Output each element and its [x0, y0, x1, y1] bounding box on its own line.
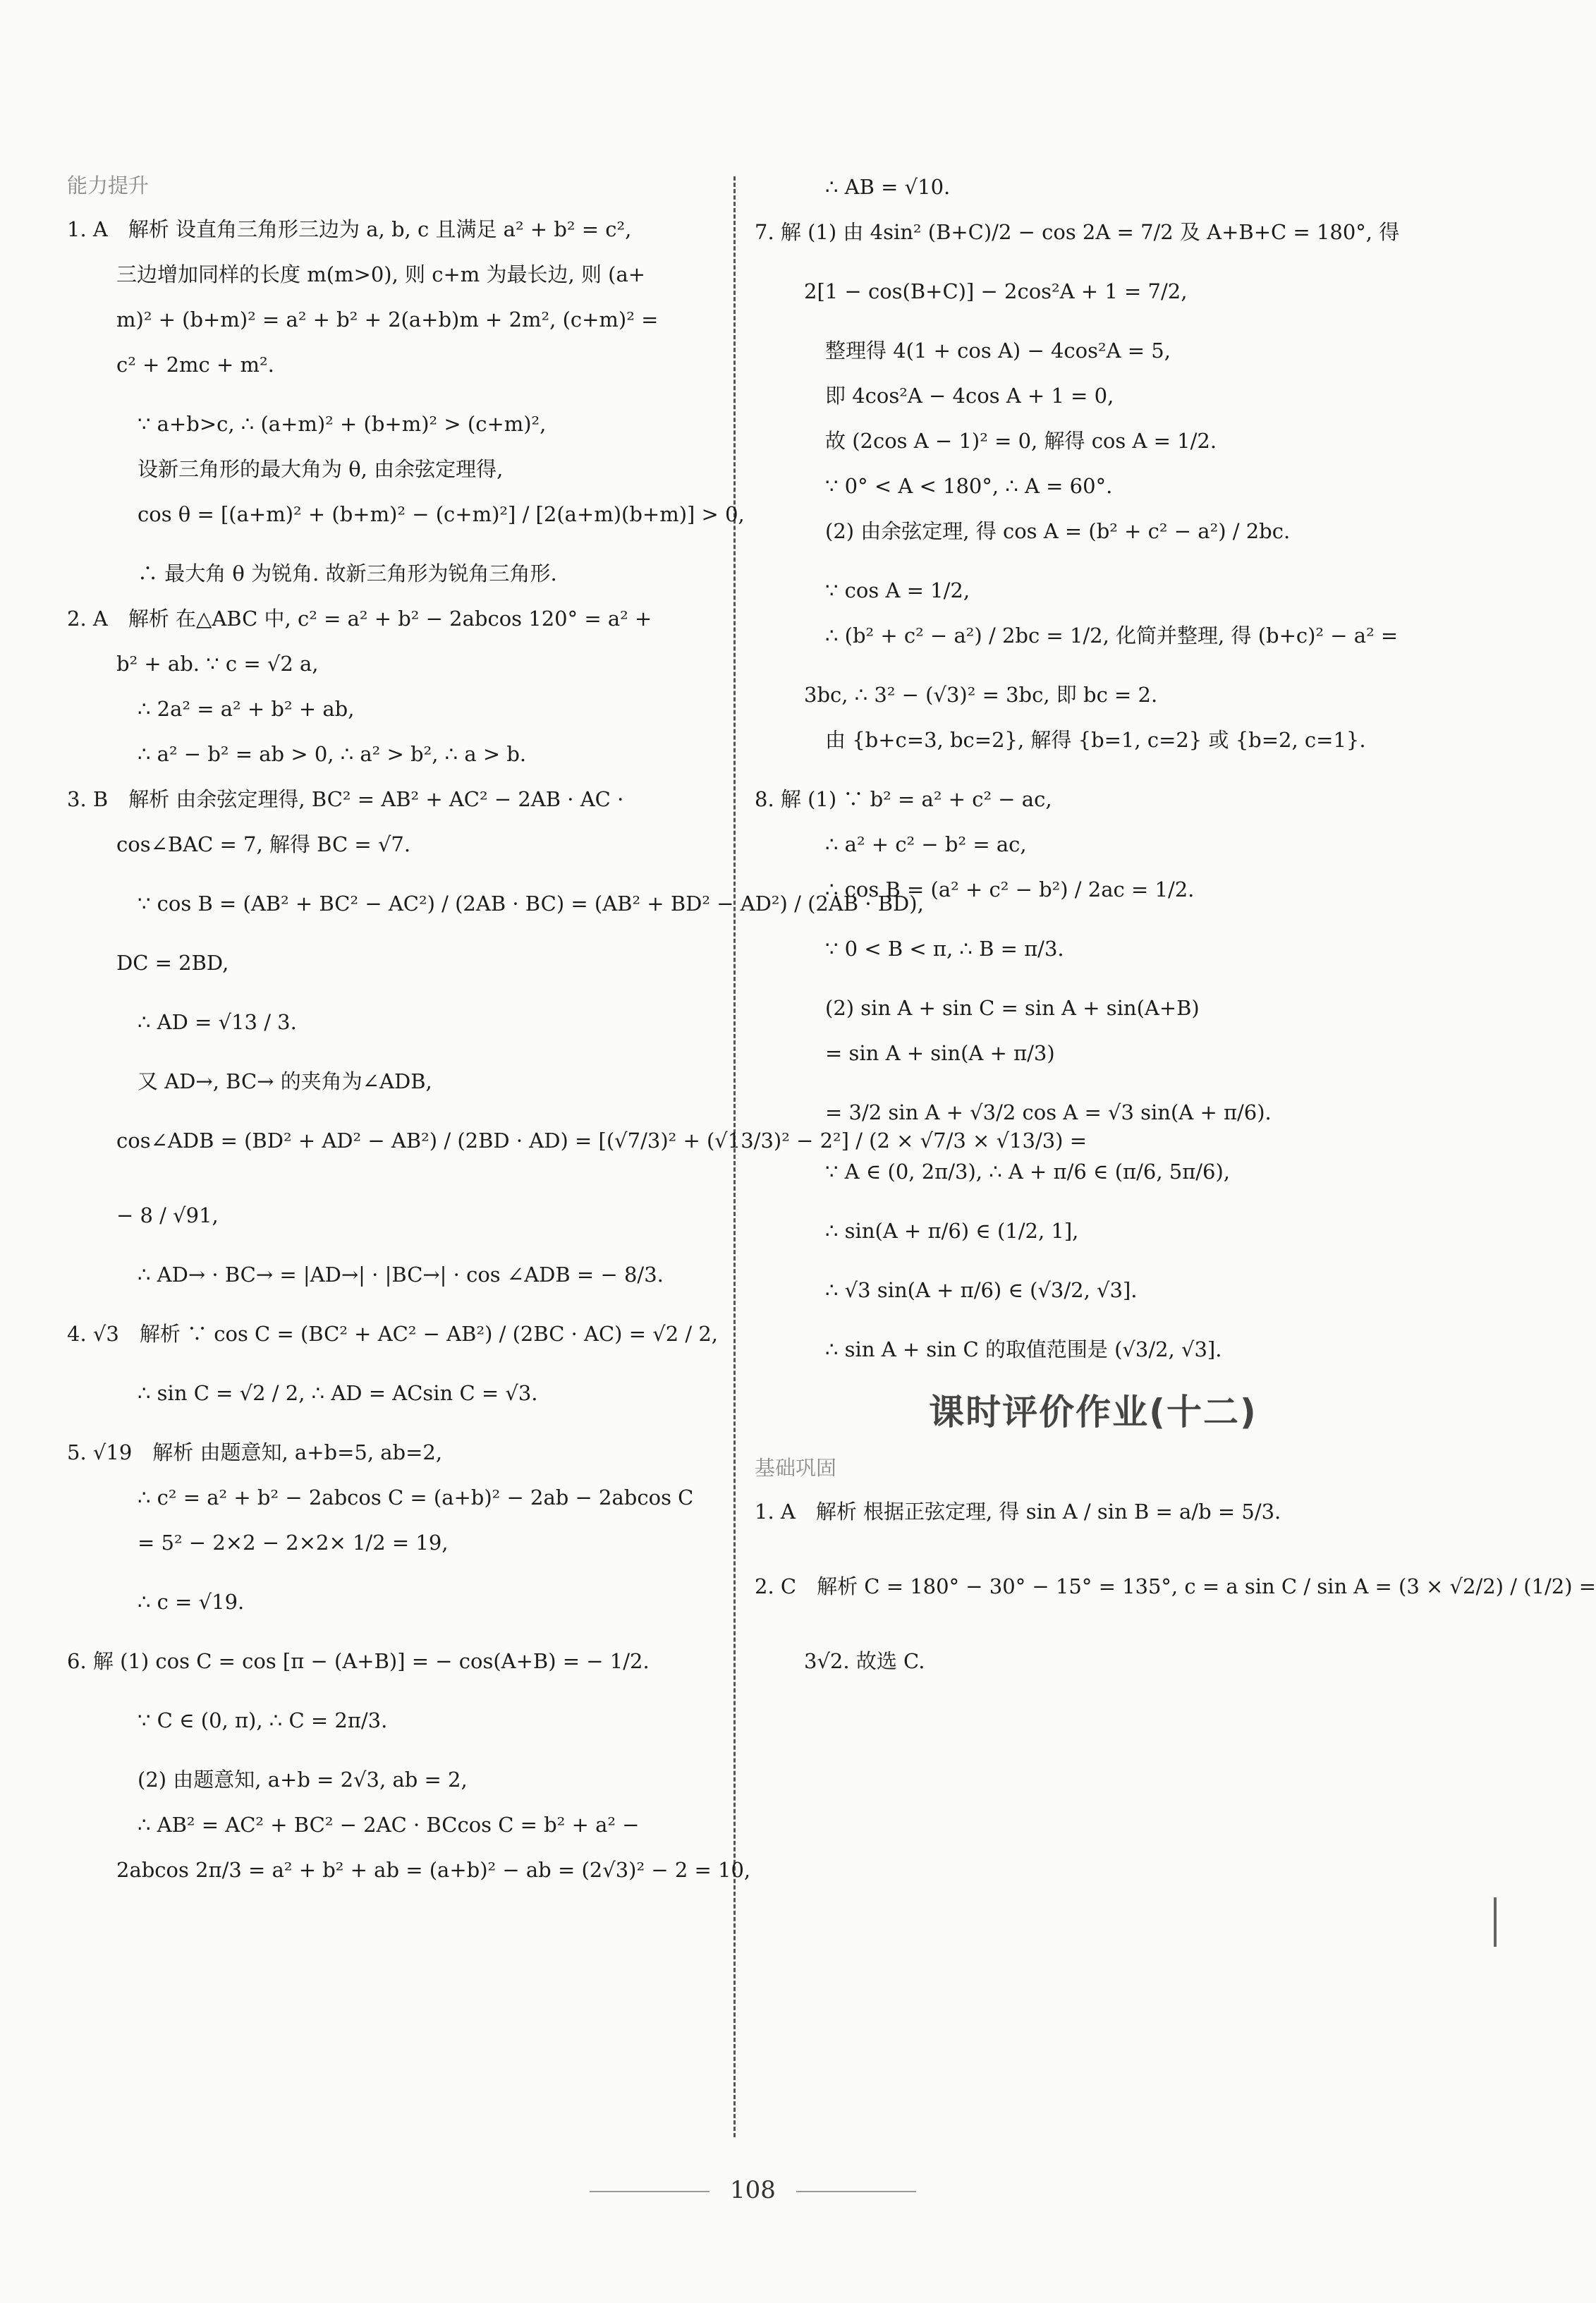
- q6-line-5: 2abcos 2π/3 = a² + b² + ab = (a+b)² − ab = (2√3)² − 2 = 10,: [116, 1858, 751, 1882]
- q3-line-4: DC = 2BD,: [116, 951, 229, 975]
- q8-line-5: (2) sin A + sin C = sin A + sin(A+B): [825, 996, 1200, 1020]
- footer-rule-right: [796, 2191, 916, 2192]
- edge-mark: [1494, 1897, 1497, 1947]
- q8-line-3: ∴ cos B = (a² + c² − b²) / 2ac = 1/2.: [825, 877, 1195, 901]
- footer-rule-left: [590, 2191, 709, 2192]
- q7-line-11: 由 {b+c=3, bc=2}, 解得 {b=1, c=2} 或 {b=2, c=1}.: [825, 728, 1366, 752]
- q8-line-8: ∵ A ∈ (0, 2π/3), ∴ A + π/6 ∈ (π/6, 5π/6),: [825, 1160, 1231, 1184]
- q3-line-6: 又 AD→, BC→ 的夹角为∠ADB,: [138, 1069, 432, 1093]
- q5-line-3: = 5² − 2×2 − 2×2× 1/2 = 19,: [138, 1531, 449, 1555]
- q3-line-5: ∴ AD = √13 / 3.: [138, 1010, 297, 1034]
- b2-line-2: 3√2. 故选 C.: [804, 1649, 925, 1673]
- q2-line-3: ∴ 2a² = a² + b² + ab,: [138, 697, 355, 721]
- q6-line-1: 6. 解 (1) cos C = cos [π − (A+B)] = − cos(A+B) = − 1/2.: [67, 1649, 650, 1673]
- q3-line-3: ∵ cos B = (AB² + BC² − AC²) / (2AB · BC) = (AB² + BD² − AD²) / (2AB · BD),: [138, 892, 924, 916]
- q2-line-4: ∴ a² − b² = ab > 0, ∴ a² > b², ∴ a > b.: [138, 742, 527, 766]
- q7-line-8: ∵ cos A = 1/2,: [825, 578, 970, 602]
- q8-line-7: = 3/2 sin A + √3/2 cos A = √3 sin(A + π/6).: [825, 1100, 1272, 1124]
- q1-line-8: ∴ 最大角 θ 为锐角. 故新三角形为锐角三角形.: [138, 561, 557, 585]
- q3-line-7: cos∠ADB = (BD² + AD² − AB²) / (2BD · AD) = [(√7/3)² + (√13/3)² − 2²] / (2 × √7/3 × √13/3) =: [116, 1129, 1087, 1153]
- q8-line-1: 8. 解 (1) ∵ b² = a² + c² − ac,: [755, 787, 1052, 811]
- q6-line-4: ∴ AB² = AC² + BC² − 2AC · BCcos C = b² + a² −: [138, 1813, 640, 1837]
- q5-line-2: ∴ c² = a² + b² − 2abcos C = (a+b)² − 2ab − 2abcos C: [138, 1485, 694, 1509]
- q7-line-1: 7. 解 (1) 由 4sin² (B+C)/2 − cos 2A = 7/2 及 A+B+C = 180°, 得: [755, 220, 1400, 244]
- q2-line-2: b² + ab. ∵ c = √2 a,: [116, 652, 319, 676]
- q3-line-1: 3. B 解析 由余弦定理得, BC² = AB² + AC² − 2AB · AC ·: [67, 787, 624, 811]
- q8-line-11: ∴ sin A + sin C 的取值范围是 (√3/2, √3].: [825, 1337, 1222, 1361]
- q8-line-10: ∴ √3 sin(A + π/6) ∈ (√3/2, √3].: [825, 1278, 1138, 1302]
- q7-line-2: 2[1 − cos(B+C)] − 2cos²A + 1 = 7/2,: [804, 279, 1188, 303]
- q4-line-1: 4. √3 解析 ∵ cos C = (BC² + AC² − AB²) / (2BC · AC) = √2 / 2,: [67, 1322, 719, 1346]
- section-label-ability: 能力提升: [67, 174, 150, 198]
- q3-line-8: − 8 / √91,: [116, 1203, 219, 1227]
- q8-line-6: = sin A + sin(A + π/3): [825, 1041, 1055, 1065]
- q1-line-7: cos θ = [(a+m)² + (b+m)² − (c+m)²] / [2(a+m)(b+m)] > 0,: [138, 502, 745, 526]
- q8-line-2: ∴ a² + c² − b² = ac,: [825, 832, 1027, 856]
- section-label-basic: 基础巩固: [755, 1456, 837, 1480]
- q4-line-2: ∴ sin C = √2 / 2, ∴ AD = ACsin C = √3.: [138, 1381, 538, 1405]
- page-number: 108: [730, 2176, 776, 2204]
- q1-line-4: c² + 2mc + m².: [116, 353, 274, 377]
- q1-line-5: ∵ a+b>c, ∴ (a+m)² + (b+m)² > (c+m)²,: [138, 412, 547, 436]
- lesson-heading: 课时评价作业(十二): [929, 1392, 1257, 1433]
- q6-line-3: (2) 由题意知, a+b = 2√3, ab = 2,: [138, 1768, 468, 1792]
- q8-line-9: ∴ sin(A + π/6) ∈ (1/2, 1],: [825, 1219, 1079, 1243]
- q1-line-3: m)² + (b+m)² = a² + b² + 2(a+b)m + 2m², (c+m)² =: [116, 308, 659, 332]
- q7-line-3: 整理得 4(1 + cos A) − 4cos²A = 5,: [825, 339, 1171, 363]
- q6-line-2: ∵ C ∈ (0, π), ∴ C = 2π/3.: [138, 1708, 388, 1732]
- q8-line-4: ∵ 0 < B < π, ∴ B = π/3.: [825, 937, 1064, 961]
- q6-answer-line: ∴ AB = √10.: [825, 175, 951, 199]
- q7-line-7: (2) 由余弦定理, 得 cos A = (b² + c² − a²) / 2bc.: [825, 519, 1291, 543]
- q5-line-4: ∴ c = √19.: [138, 1590, 245, 1614]
- q3-line-2: cos∠BAC = 7, 解得 BC = √7.: [116, 832, 411, 856]
- q1-line-1: 1. A 解析 设直角三角形三边为 a, b, c 且满足 a² + b² = c²,: [67, 217, 632, 241]
- b1-line-1: 1. A 解析 根据正弦定理, 得 sin A / sin B = a/b = 5/3.: [755, 1500, 1281, 1524]
- q2-line-1: 2. A 解析 在△ABC 中, c² = a² + b² − 2abcos 120° = a² +: [67, 607, 652, 631]
- q7-line-6: ∵ 0° < A < 180°, ∴ A = 60°.: [825, 474, 1113, 498]
- q7-line-10: 3bc, ∴ 3² − (√3)² = 3bc, 即 bc = 2.: [804, 683, 1158, 707]
- right-column: [755, 169, 1596, 1689]
- page-footer: [0, 2176, 1506, 2204]
- q1-line-6: 设新三角形的最大角为 θ, 由余弦定理得,: [138, 457, 504, 481]
- q3-line-9: ∴ AD→ · BC→ = |AD→| · |BC→| · cos ∠ADB = − 8/3.: [138, 1263, 664, 1287]
- b2-line-1: 2. C 解析 C = 180° − 30° − 15° = 135°, c = a sin C / sin A = (3 × √2/2) / (1/2) =: [755, 1574, 1596, 1598]
- q7-line-5: 故 (2cos A − 1)² = 0, 解得 cos A = 1/2.: [825, 429, 1217, 453]
- q7-line-9: ∴ (b² + c² − a²) / 2bc = 1/2, 化简并整理, 得 (b+c)² − a² =: [825, 624, 1399, 648]
- q7-line-4: 即 4cos²A − 4cos A + 1 = 0,: [825, 384, 1114, 408]
- q1-line-2: 三边增加同样的长度 m(m>0), 则 c+m 为最长边, 则 (a+: [116, 262, 646, 286]
- q5-line-1: 5. √19 解析 由题意知, a+b=5, ab=2,: [67, 1440, 443, 1464]
